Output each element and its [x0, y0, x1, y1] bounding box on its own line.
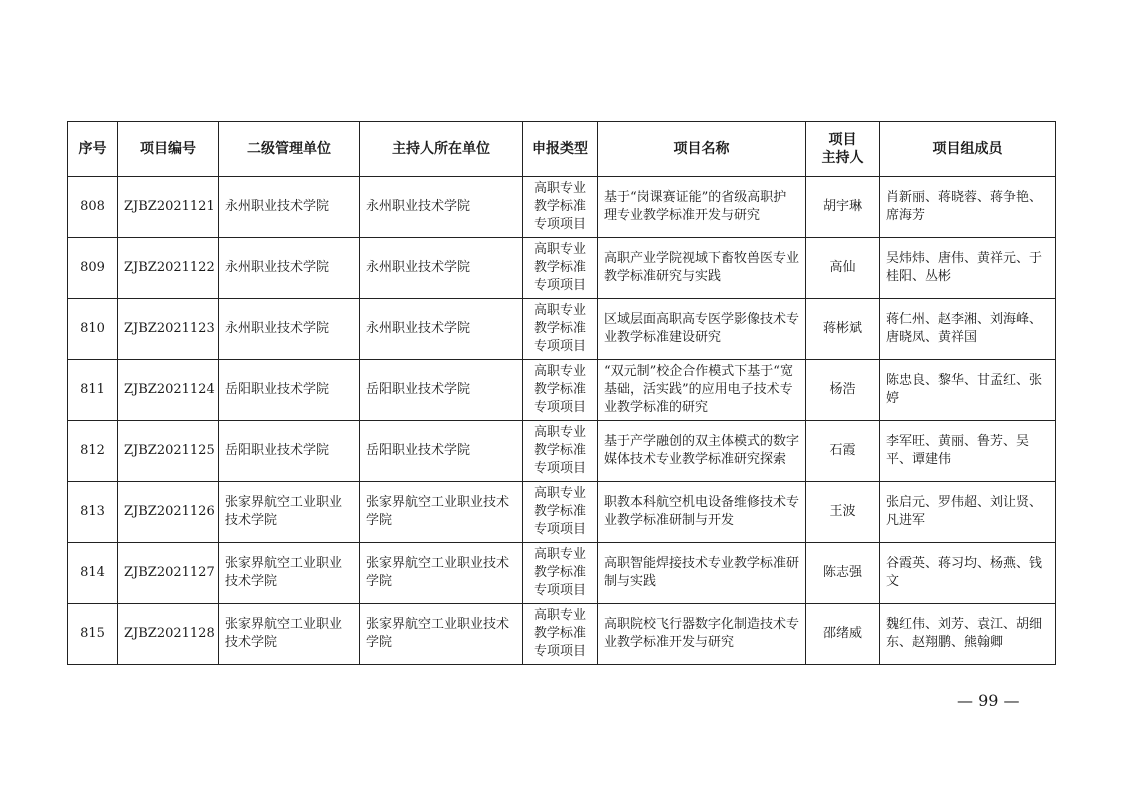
cell-host-unit: 永州职业技术学院: [360, 238, 523, 299]
cell-host: 高仙: [806, 238, 880, 299]
cell-host-unit: 岳阳职业技术学院: [360, 421, 523, 482]
header-members: 项目组成员: [880, 122, 1056, 177]
cell-type: 高职专业教学标准专项项目: [523, 604, 598, 665]
cell-type: 高职专业教学标准专项项目: [523, 421, 598, 482]
cell-name: 基于“岗课赛证能”的省级高职护理专业教学标准开发与研究: [598, 177, 806, 238]
cell-type: 高职专业教学标准专项项目: [523, 360, 598, 421]
cell-host: 陈志强: [806, 543, 880, 604]
header-host: [806, 122, 880, 177]
cell-code: ZJBZ2021124: [118, 360, 219, 421]
cell-host-unit: 永州职业技术学院: [360, 299, 523, 360]
cell-members: 陈忠良、黎华、甘孟红、张婷: [880, 360, 1056, 421]
cell-type: 高职专业教学标准专项项目: [523, 543, 598, 604]
cell-dept: 永州职业技术学院: [219, 238, 360, 299]
cell-host: 王波: [806, 482, 880, 543]
page-number: — 99 —: [957, 691, 1020, 710]
cell-code: ZJBZ2021126: [118, 482, 219, 543]
cell-host: 杨浩: [806, 360, 880, 421]
cell-name: 基于产学融创的双主体模式的数字媒体技术专业教学标准研究探索: [598, 421, 806, 482]
cell-host: 邵绪威: [806, 604, 880, 665]
table-row: [68, 482, 1056, 543]
cell-host: 胡宇琳: [806, 177, 880, 238]
cell-members: 张启元、罗伟超、刘让贤、凡进军: [880, 482, 1056, 543]
header-dept: 二级管理单位: [219, 122, 360, 177]
cell-host-unit: 岳阳职业技术学院: [360, 360, 523, 421]
cell-name: 高职智能焊接技术专业教学标准研制与实践: [598, 543, 806, 604]
cell-code: ZJBZ2021127: [118, 543, 219, 604]
cell-members: 肖新丽、蒋晓蓉、蒋争艳、席海芳: [880, 177, 1056, 238]
cell-name: 区域层面高职高专医学影像技术专业教学标准建设研究: [598, 299, 806, 360]
cell-type: 高职专业教学标准专项项目: [523, 482, 598, 543]
table-row: [68, 299, 1056, 360]
table-header-row: [68, 122, 1056, 177]
cell-seq: 808: [68, 177, 118, 238]
cell-members: 李军旺、黄丽、鲁芳、吴平、谭建伟: [880, 421, 1056, 482]
cell-dept: 永州职业技术学院: [219, 299, 360, 360]
cell-seq: 813: [68, 482, 118, 543]
cell-members: 谷霞英、蒋习均、杨燕、钱文: [880, 543, 1056, 604]
cell-dept: 张家界航空工业职业技术学院: [219, 482, 360, 543]
header-name: 项目名称: [598, 122, 806, 177]
cell-host-unit: 张家界航空工业职业技术学院: [360, 482, 523, 543]
cell-host: 蒋彬斌: [806, 299, 880, 360]
header-host-line2: 主持人: [821, 150, 864, 166]
project-table: [67, 121, 1056, 665]
cell-host-unit: 永州职业技术学院: [360, 177, 523, 238]
table-row: [68, 543, 1056, 604]
cell-type: 高职专业教学标准专项项目: [523, 299, 598, 360]
cell-seq: 814: [68, 543, 118, 604]
cell-seq: 815: [68, 604, 118, 665]
cell-name: “双元制”校企合作模式下基于“宽基础，活实践”的应用电子技术专业教学标准的研究: [598, 360, 806, 421]
cell-seq: 811: [68, 360, 118, 421]
cell-code: ZJBZ2021125: [118, 421, 219, 482]
cell-host-unit: 张家界航空工业职业技术学院: [360, 604, 523, 665]
cell-seq: 812: [68, 421, 118, 482]
header-host-line1: 项目: [828, 132, 857, 148]
table-row: [68, 421, 1056, 482]
table-row: [68, 238, 1056, 299]
cell-code: ZJBZ2021123: [118, 299, 219, 360]
table-row: [68, 177, 1056, 238]
cell-dept: 张家界航空工业职业技术学院: [219, 604, 360, 665]
header-code: 项目编号: [118, 122, 219, 177]
cell-dept: 张家界航空工业职业技术学院: [219, 543, 360, 604]
cell-members: 吴炜炜、唐伟、黄祥元、于桂阳、丛彬: [880, 238, 1056, 299]
cell-type: 高职专业教学标准专项项目: [523, 238, 598, 299]
header-host-unit: 主持人所在单位: [360, 122, 523, 177]
cell-host-unit: 张家界航空工业职业技术学院: [360, 543, 523, 604]
table-row: [68, 604, 1056, 665]
cell-code: ZJBZ2021122: [118, 238, 219, 299]
cell-dept: 岳阳职业技术学院: [219, 360, 360, 421]
cell-members: 魏红伟、刘芳、袁江、胡细东、赵翔鹏、熊翰卿: [880, 604, 1056, 665]
cell-type: 高职专业教学标准专项项目: [523, 177, 598, 238]
cell-code: ZJBZ2021121: [118, 177, 219, 238]
cell-code: ZJBZ2021128: [118, 604, 219, 665]
header-seq: 序号: [68, 122, 118, 177]
cell-seq: 810: [68, 299, 118, 360]
cell-dept: 岳阳职业技术学院: [219, 421, 360, 482]
cell-name: 高职院校飞行器数字化制造技术专业教学标准开发与研究: [598, 604, 806, 665]
cell-name: 职教本科航空机电设备维修技术专业教学标准研制与开发: [598, 482, 806, 543]
cell-members: 蒋仁州、赵李湘、刘海峰、唐晓凤、黄祥国: [880, 299, 1056, 360]
cell-dept: 永州职业技术学院: [219, 177, 360, 238]
cell-name: 高职产业学院视域下畜牧兽医专业教学标准研究与实践: [598, 238, 806, 299]
cell-host: 石霞: [806, 421, 880, 482]
cell-seq: 809: [68, 238, 118, 299]
table-row: [68, 360, 1056, 421]
header-type: 申报类型: [523, 122, 598, 177]
